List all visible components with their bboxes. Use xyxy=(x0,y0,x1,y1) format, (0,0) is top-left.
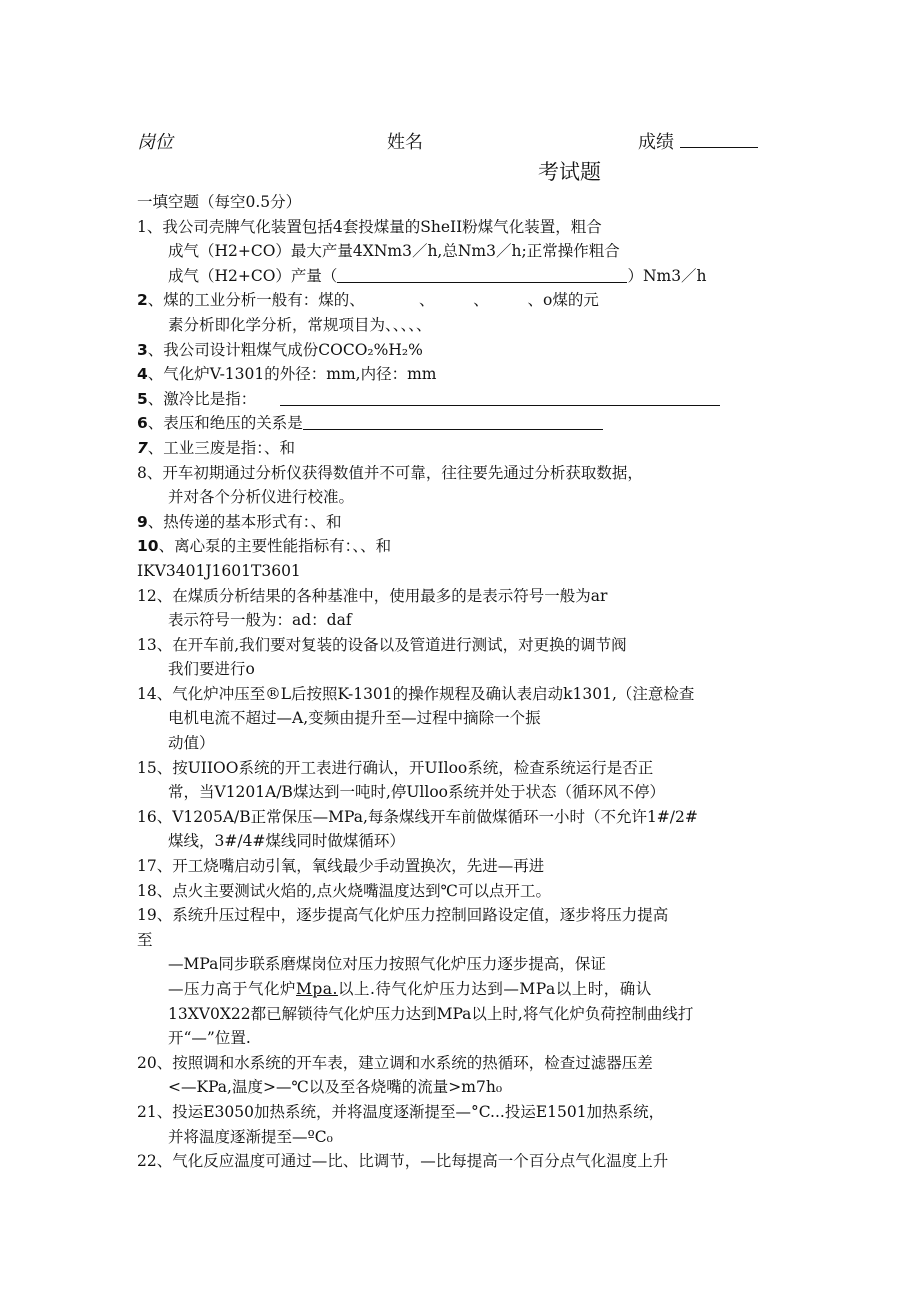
question-13-line-1: 13、在开车前,我们要对复装的设备以及管道进行测试，对更换的调节阀 xyxy=(137,635,627,654)
question-4-text: 、气化炉V-1301的外径：mm,内径：mm xyxy=(147,365,437,384)
question-13-line-2: 我们要进行o xyxy=(168,660,255,679)
question-14-line-2: 电机电流不超过—A,变频由提升至—过程中摘除一个振 xyxy=(168,709,541,728)
question-5 xyxy=(137,387,797,412)
question-15-line-2: 常，当V1201A/B煤达到一吨时,停Ulloo系统并处于状态（循环风不停） xyxy=(168,783,666,802)
question-5-text: 、激冷比是指： xyxy=(147,389,257,408)
question-17: 17、开工烧嘴启动引氧，氧线最少手动置换次，先进—再进 xyxy=(137,857,545,876)
question-number: 9 xyxy=(137,512,148,531)
question-2-text: 、煤的工业分析一般有：煤的、 、 、 、o煤的元 xyxy=(147,291,599,310)
question-1-line-1: 1、我公司壳牌气化装置包括4套投煤量的SheII粉煤气化装置，粗合 xyxy=(137,217,602,236)
underlined-unit: Mpa. xyxy=(296,980,338,998)
question-1-text: 成气（H2+CO）产量（ xyxy=(168,266,338,285)
question-14-line-3: 动值） xyxy=(168,734,215,753)
question-14-line-1: 14、气化炉冲压至®L后按照K-1301的操作规程及确认表启动k1301,（注意检查 xyxy=(137,684,695,703)
question-2-line-2: 素分析即化学分析，常规项目为、、、、、 xyxy=(168,315,432,334)
question-19-line-6: 开“—”位置. xyxy=(168,1029,251,1048)
question-19-line-5: 13XV0X22都已解锁待气化炉压力达到MPa以上时,将气化炉负荷控制曲线打 xyxy=(168,1004,694,1023)
question-4 xyxy=(137,362,797,387)
question-16-line-2: 煤线，3#/4#煤线同时做煤循环） xyxy=(168,832,405,851)
question-21-line-1: 21、投运E3050加热系统，并将温度逐渐提至—°C...投运E1501加热系统， xyxy=(137,1102,665,1121)
question-21-line-2: 并将温度逐渐提至—ºC₀ xyxy=(168,1127,333,1146)
question-19-text: —压力高于气化炉 xyxy=(168,980,297,998)
question-6 xyxy=(137,411,797,436)
question-9 xyxy=(137,510,797,535)
question-6-text: 、表压和绝压的关系是 xyxy=(147,414,303,433)
question-12-line-2: 表示符号一般为：ad：daf xyxy=(168,611,352,630)
answer-blank[interactable] xyxy=(337,266,627,283)
answer-blank[interactable] xyxy=(280,389,720,406)
question-8-line-2: 并对各个分析仪进行校准。 xyxy=(168,488,355,507)
question-10-text: 、离心泵的主要性能指标有：、、和 xyxy=(158,537,392,556)
answer-blank[interactable] xyxy=(303,413,603,430)
post-label: 岗位 xyxy=(137,132,173,153)
question-20-line-1: 20、按照调和水系统的开车表，建立调和水系统的热循环，检查过滤器压差 xyxy=(137,1053,653,1072)
score-blank[interactable] xyxy=(680,133,758,148)
question-7-text: 、工业三废是指：、和 xyxy=(147,438,296,457)
exam-body xyxy=(137,190,797,1174)
question-20-line-2: <—KPa,温度>—℃以及至各烧嘴的流量>m7h₀ xyxy=(168,1078,503,1097)
page-title: 考试题 xyxy=(538,160,601,184)
question-2-line-1 xyxy=(137,288,797,313)
question-12-line-1: 12、在煤质分析结果的各种基准中，使用最多的是表示符号一般为ar xyxy=(137,586,608,605)
question-11: IKV3401J1601T3601 xyxy=(137,561,301,580)
section-heading: 一填空题（每空0.5分） xyxy=(137,193,302,211)
question-10 xyxy=(137,534,797,559)
question-19-line-2: 至 xyxy=(137,930,153,949)
question-1-unit: ）Nm3／h xyxy=(627,266,707,285)
question-18: 18、点火主要测试火焰的,点火烧嘴温度达到℃可以点开工。 xyxy=(137,881,551,900)
question-15-line-1: 15、按UIIOO系统的开工表进行确认，开UIloo系统，检查系统运行是否正 xyxy=(137,758,654,777)
question-7 xyxy=(137,436,797,461)
question-number: 2 xyxy=(137,291,148,310)
question-number: 6 xyxy=(137,414,148,433)
question-9-text: 、热传递的基本形式有：、和 xyxy=(147,512,342,531)
question-number: 4 xyxy=(137,365,148,384)
question-number: 3 xyxy=(137,340,148,359)
score-label: 成绩 xyxy=(638,132,674,153)
question-number: 10 xyxy=(137,537,159,556)
question-1-line-2: 成气（H2+CO）最大产量4XNm3／h,总Nm3／h;正常操作粗合 xyxy=(168,242,620,261)
question-8-line-1: 8、开车初期通过分析仪获得数值并不可靠，往往要先通过分析获取数据， xyxy=(137,463,643,482)
question-22: 22、气化反应温度可通过—比、比调节，—比每提高一个百分点气化温度上升 xyxy=(137,1152,669,1171)
name-label: 姓名 xyxy=(387,132,423,153)
question-number: 7 xyxy=(137,438,148,457)
question-19-line-1: 19、系统升压过程中，逐步提高气化炉压力控制回路设定值，逐步将压力提高 xyxy=(137,906,669,925)
question-1-line-3 xyxy=(137,264,797,289)
score-field xyxy=(638,128,758,154)
question-19-text: 以上.待气化炉压力达到—MPa以上时，确认 xyxy=(337,980,652,998)
question-number: 5 xyxy=(137,389,148,408)
question-3-text: 、我公司设计粗煤气成份COCO₂%H₂% xyxy=(147,340,423,359)
question-19-line-3: —MPa同步联系磨煤岗位对压力按照气化炉压力逐步提高，保证 xyxy=(168,955,606,974)
question-19-line-4 xyxy=(137,977,797,1002)
question-3 xyxy=(137,338,797,363)
question-16-line-1: 16、V1205A/B正常保压—MPa,每条煤线开车前做煤循环一小时（不允许1#/2# xyxy=(137,807,698,826)
